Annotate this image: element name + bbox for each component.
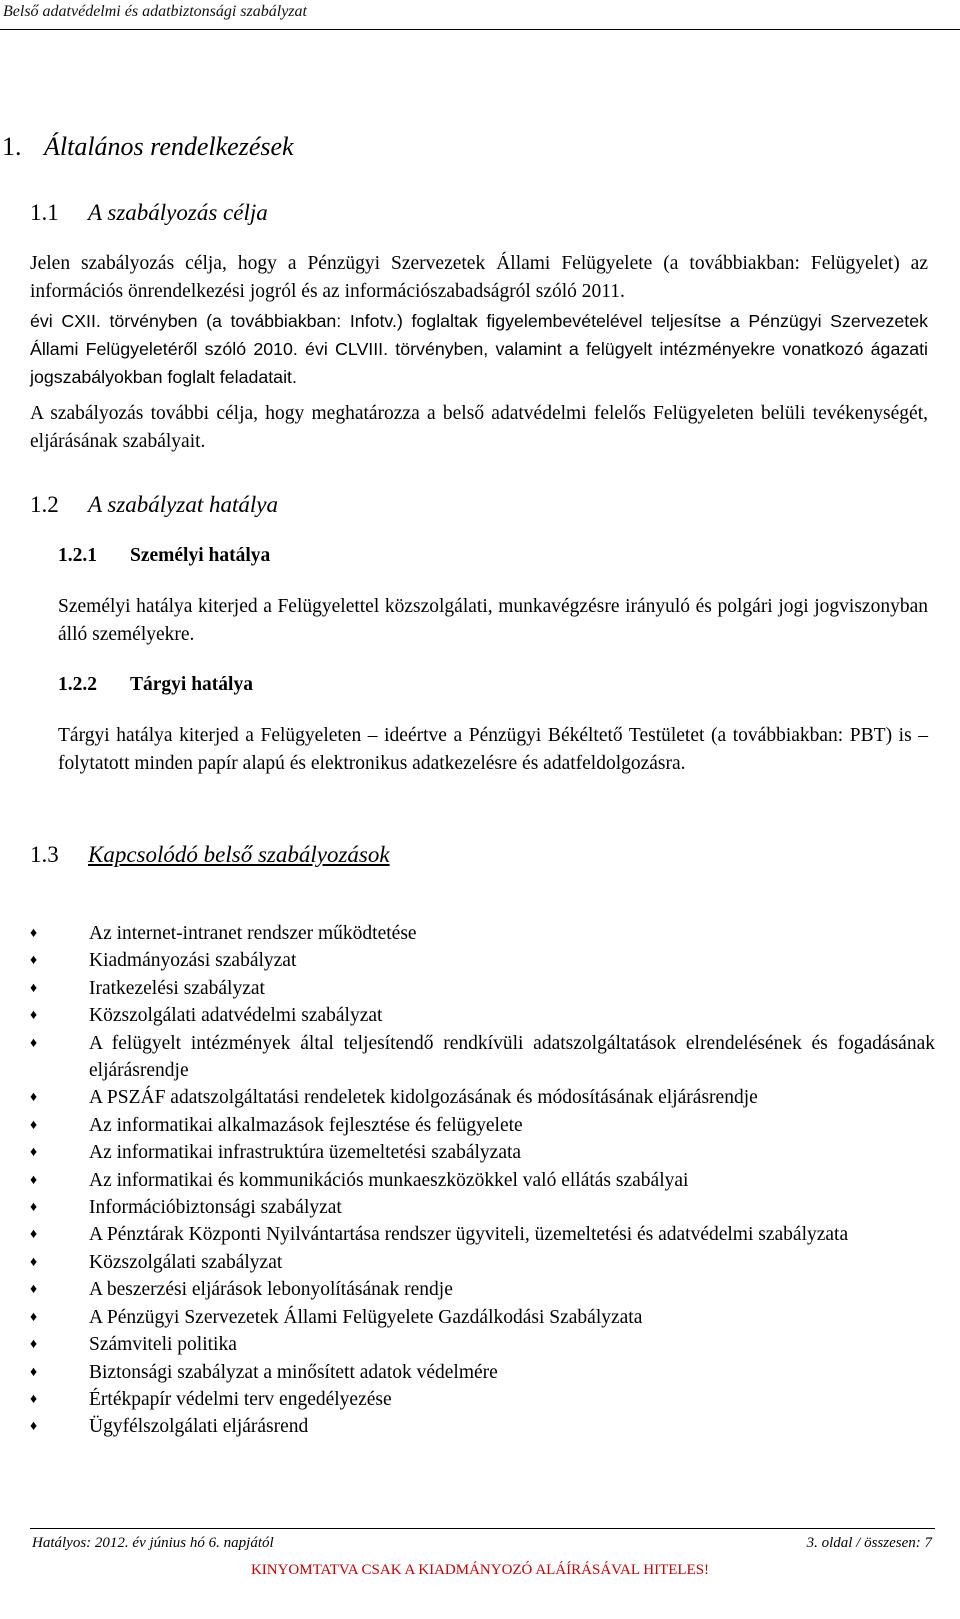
section-number: 1.2.2 <box>58 674 97 695</box>
list-item-text: Biztonsági szabályzat a minősített adatok védelmére <box>89 1361 498 1383</box>
list-item-text: A felügyelt intézmények által teljesítendő rendkívüli adatszolgáltatások elrendelésének és fogadásának eljárásrendje <box>89 1032 935 1082</box>
paragraph-purpose-a: Jelen szabályozás célja, hogy a Pénzügyi Szervezetek Állami Felügyelete (a továbbiakban: Felügyelet) az információs önrendelkezési jogról és az információszabadságról szóló 2011. <box>30 253 928 302</box>
list-item-text: Közszolgálati adatvédelmi szabályzat <box>89 1005 383 1027</box>
section-number: 1. <box>2 132 22 161</box>
list-item <box>30 1194 935 1221</box>
list-item <box>30 1331 935 1358</box>
list-item <box>30 947 935 974</box>
section-title: A szabályzat hatálya <box>88 492 278 517</box>
diamond-bullet-icon: ♦ <box>30 1419 38 1435</box>
paragraph-personal-scope: Személyi hatálya kiterjed a Felügyelettel közszolgálati, munkavégzésre irányuló és polgári jogi jogviszonyban álló személyekre. <box>58 596 928 645</box>
diamond-bullet-icon: ♦ <box>30 953 38 969</box>
list-item <box>30 920 935 947</box>
list-item-text: Iratkezelési szabályzat <box>89 977 265 999</box>
related-regulations-list <box>30 920 935 1441</box>
list-item <box>30 1112 935 1139</box>
footer-warning: KINYOMTATVA CSAK A KIADMÁNYOZÓ ALÁÍRÁSÁVAL HITELES! <box>250 1562 710 1578</box>
paragraph-purpose-2: A szabályozás további célja, hogy meghatározza a belső adatvédelmi felelős Felügyeleten belüli tevékenységét, eljárásának szabályait. <box>30 403 928 452</box>
list-item-text: Ügyfélszolgálati eljárásrend <box>89 1416 309 1438</box>
list-item <box>30 1249 935 1276</box>
list-item <box>30 1084 935 1111</box>
diamond-bullet-icon: ♦ <box>30 1337 38 1353</box>
paragraph-material-scope: Tárgyi hatálya kiterjed a Felügyeleten – ideértve a Pénzügyi Békéltető Testületet (a továbbiakban: PBT) is – folytatott minden papír alapú és elektronikus adatkezelésre és adatfeldolgozásra. <box>58 725 928 774</box>
diamond-bullet-icon: ♦ <box>30 1035 38 1051</box>
diamond-bullet-icon: ♦ <box>30 1172 38 1188</box>
list-item <box>30 1413 935 1440</box>
section-title: A szabályozás célja <box>88 200 268 225</box>
diamond-bullet-icon: ♦ <box>30 1008 38 1024</box>
paragraph-purpose-b: évi CXII. törvényben (a továbbiakban: Infotv.) foglaltak figyelembevételével teljesítse a Pénzügyi Szervezetek Állami Felügyeletéről szóló 2010. évi CLVIII. törvényben, valamint a felügyelt intézményekre vonatkozó ágazati jogszabályokban foglalt feladatait. <box>30 311 928 387</box>
diamond-bullet-icon: ♦ <box>30 1117 38 1133</box>
diamond-bullet-icon: ♦ <box>30 1254 38 1270</box>
section-heading-1-2 <box>30 492 278 518</box>
list-item <box>30 1359 935 1386</box>
diamond-bullet-icon: ♦ <box>30 1391 38 1407</box>
section-title: Személyi hatálya <box>130 545 271 566</box>
section-title: Tárgyi hatálya <box>130 674 253 695</box>
list-item <box>30 975 935 1002</box>
list-item-text: A Pénzügyi Szervezetek Állami Felügyelete Gazdálkodási Szabályzata <box>89 1306 643 1328</box>
diamond-bullet-icon: ♦ <box>30 1145 38 1161</box>
header-title: Belső adatvédelmi és adatbiztonsági szabályzat <box>3 3 307 20</box>
section-heading-1-2-1 <box>58 545 270 567</box>
section-number: 1.1 <box>30 200 59 225</box>
diamond-bullet-icon: ♦ <box>30 1200 38 1216</box>
diamond-bullet-icon: ♦ <box>30 926 38 941</box>
list-item <box>30 1030 935 1085</box>
footer-page-number: 3. oldal / összesen: 7 <box>806 1535 932 1551</box>
list-item-text: Információbiztonsági szabályzat <box>89 1197 342 1219</box>
list-item <box>30 1139 935 1166</box>
footer-effective-date: Hatályos: 2012. év június hó 6. napjától <box>32 1535 274 1551</box>
list-item-text: Az informatikai infrastruktúra üzemeltetési szabályzata <box>89 1142 522 1164</box>
list-item-text: Közszolgálati szabályzat <box>89 1251 283 1273</box>
list-item-text: A PSZÁF adatszolgáltatási rendeletek kidolgozásának és módosításának eljárásrendje <box>89 1087 758 1109</box>
diamond-bullet-icon: ♦ <box>30 1090 38 1106</box>
header-divider <box>0 29 960 30</box>
section-heading-1-1 <box>30 200 268 226</box>
list-item-text: A beszerzési eljárások lebonyolításának rendje <box>89 1279 453 1301</box>
list-item <box>30 1386 935 1413</box>
diamond-bullet-icon: ♦ <box>30 1364 38 1380</box>
section-title: Kapcsolódó belső szabályozások <box>88 842 390 867</box>
section-heading-1 <box>2 132 294 162</box>
footer-divider <box>30 1528 935 1529</box>
section-number: 1.2 <box>30 492 59 517</box>
section-heading-1-3 <box>30 842 390 868</box>
list-item <box>30 1276 935 1303</box>
section-number: 1.2.1 <box>58 545 97 566</box>
list-item-text: Kiadmányozási szabályzat <box>89 950 297 972</box>
section-title: Általános rendelkezések <box>44 132 294 161</box>
list-item <box>30 1167 935 1194</box>
list-item-text: Az informatikai alkalmazások fejlesztése és felügyelete <box>89 1114 523 1136</box>
list-item-text: Értékpapír védelmi terv engedélyezése <box>89 1388 392 1410</box>
section-heading-1-2-2 <box>58 674 253 696</box>
list-item <box>30 1221 935 1248</box>
list-item-text: Számviteli politika <box>89 1334 237 1356</box>
list-item <box>30 1002 935 1029</box>
diamond-bullet-icon: ♦ <box>30 1309 38 1325</box>
diamond-bullet-icon: ♦ <box>30 980 38 996</box>
list-item-text: Az internet-intranet rendszer működtetése <box>89 923 417 944</box>
diamond-bullet-icon: ♦ <box>30 1227 38 1243</box>
section-number: 1.3 <box>30 842 59 867</box>
diamond-bullet-icon: ♦ <box>30 1282 38 1298</box>
list-item <box>30 1304 935 1331</box>
list-item-text: Az informatikai és kommunikációs munkaeszközökkel való ellátás szabályai <box>89 1169 689 1191</box>
list-item-text: A Pénztárak Központi Nyilvántartása rendszer ügyviteli, üzemeltetési és adatvédelmi szabályzata <box>89 1224 849 1246</box>
